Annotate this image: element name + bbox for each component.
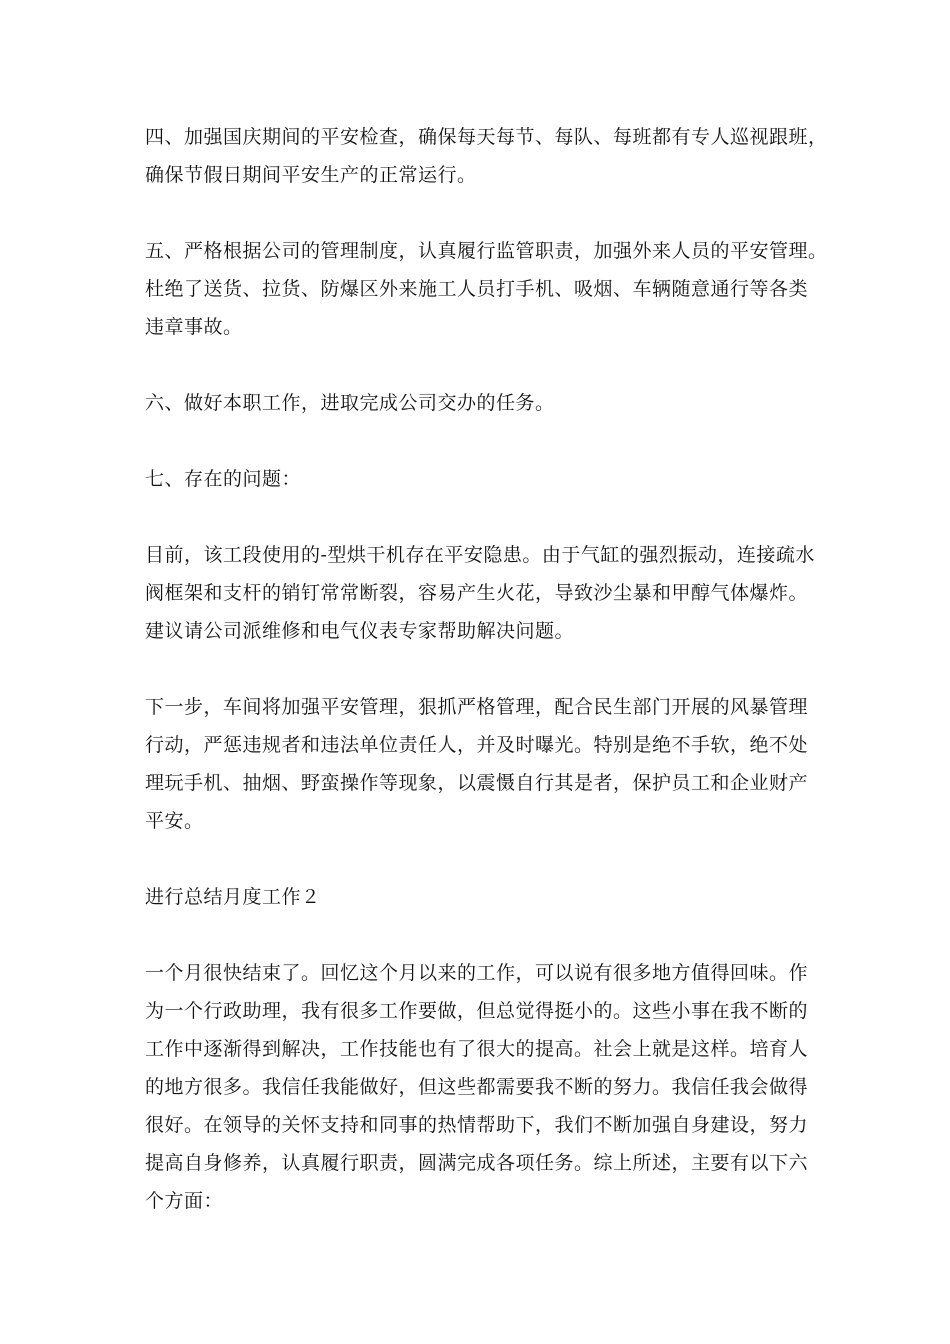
text-line: 的地方很多。我信任我能做好，但这些都需要我不断的努力。我信任我会做得 bbox=[145, 1076, 809, 1098]
text-line: 目前，该工段使用的-型烘干机存在平安隐患。由于气缸的强烈振动，连接疏水 bbox=[145, 544, 815, 566]
text-line: 工作中逐渐得到解决，工作技能也有了很大的提高。社会上就是这样。培育人 bbox=[145, 1038, 809, 1060]
text-line: 杜绝了送货、拉货、防爆区外来施工人员打手机、吸烟、车辆随意通行等各类 bbox=[145, 278, 809, 300]
paragraph-item-5 bbox=[145, 232, 828, 346]
section-heading bbox=[145, 878, 810, 916]
text-line: 违章事故。 bbox=[145, 316, 243, 338]
paragraph-monthly-summary bbox=[145, 954, 810, 1220]
text-line: 六、做好本职工作，进取完成公司交办的任务。 bbox=[145, 392, 555, 414]
text-line: 一个月很快结束了。回忆这个月以来的工作，可以说有很多地方值得回味。作 bbox=[145, 962, 809, 984]
text-line: 行动，严惩违规者和违法单位责任人，并及时曝光。特别是绝不手软，绝不处 bbox=[145, 734, 809, 756]
paragraph-item-7-heading bbox=[145, 460, 810, 498]
text-line: 平安。 bbox=[145, 810, 204, 832]
text-line: 确保节假日期间平安生产的正常运行。 bbox=[145, 164, 477, 186]
text-line: 四、加强国庆期间的平安检查，确保每天每节、每队、每班都有专人巡视跟班， bbox=[145, 126, 828, 148]
document-body bbox=[145, 118, 828, 1258]
paragraph-issue-description bbox=[145, 536, 815, 650]
paragraph-item-6 bbox=[145, 384, 810, 422]
text-line: 阀框架和支杆的销钉常常断裂，容易产生火花，导致沙尘暴和甲醇气体爆炸。 bbox=[145, 582, 809, 604]
text-line: 进行总结月度工作２ bbox=[145, 886, 321, 908]
text-line: 理玩手机、抽烟、野蛮操作等现象，以震慑自行其是者，保护员工和企业财产 bbox=[145, 772, 809, 794]
text-line: 下一步，车间将加强平安管理，狠抓严格管理，配合民生部门开展的风暴管理 bbox=[145, 696, 809, 718]
text-line: 个方面： bbox=[145, 1190, 224, 1212]
text-line: 五、严格根据公司的管理制度，认真履行监管职责，加强外来人员的平安管理。 bbox=[145, 240, 828, 262]
paragraph-item-4 bbox=[145, 118, 828, 194]
text-line: 提高自身修养，认真履行职责，圆满完成各项任务。综上所述，主要有以下六 bbox=[145, 1152, 809, 1174]
paragraph-next-steps bbox=[145, 688, 810, 840]
text-line: 很好。在领导的关怀支持和同事的热情帮助下，我们不断加强自身建设，努力 bbox=[145, 1114, 809, 1136]
text-line: 七、存在的问题： bbox=[145, 468, 302, 490]
text-line: 为一个行政助理，我有很多工作要做，但总觉得挺小的。这些小事在我不断的 bbox=[145, 1000, 809, 1022]
text-line: 建议请公司派维修和电气仪表专家帮助解决问题。 bbox=[145, 620, 575, 642]
